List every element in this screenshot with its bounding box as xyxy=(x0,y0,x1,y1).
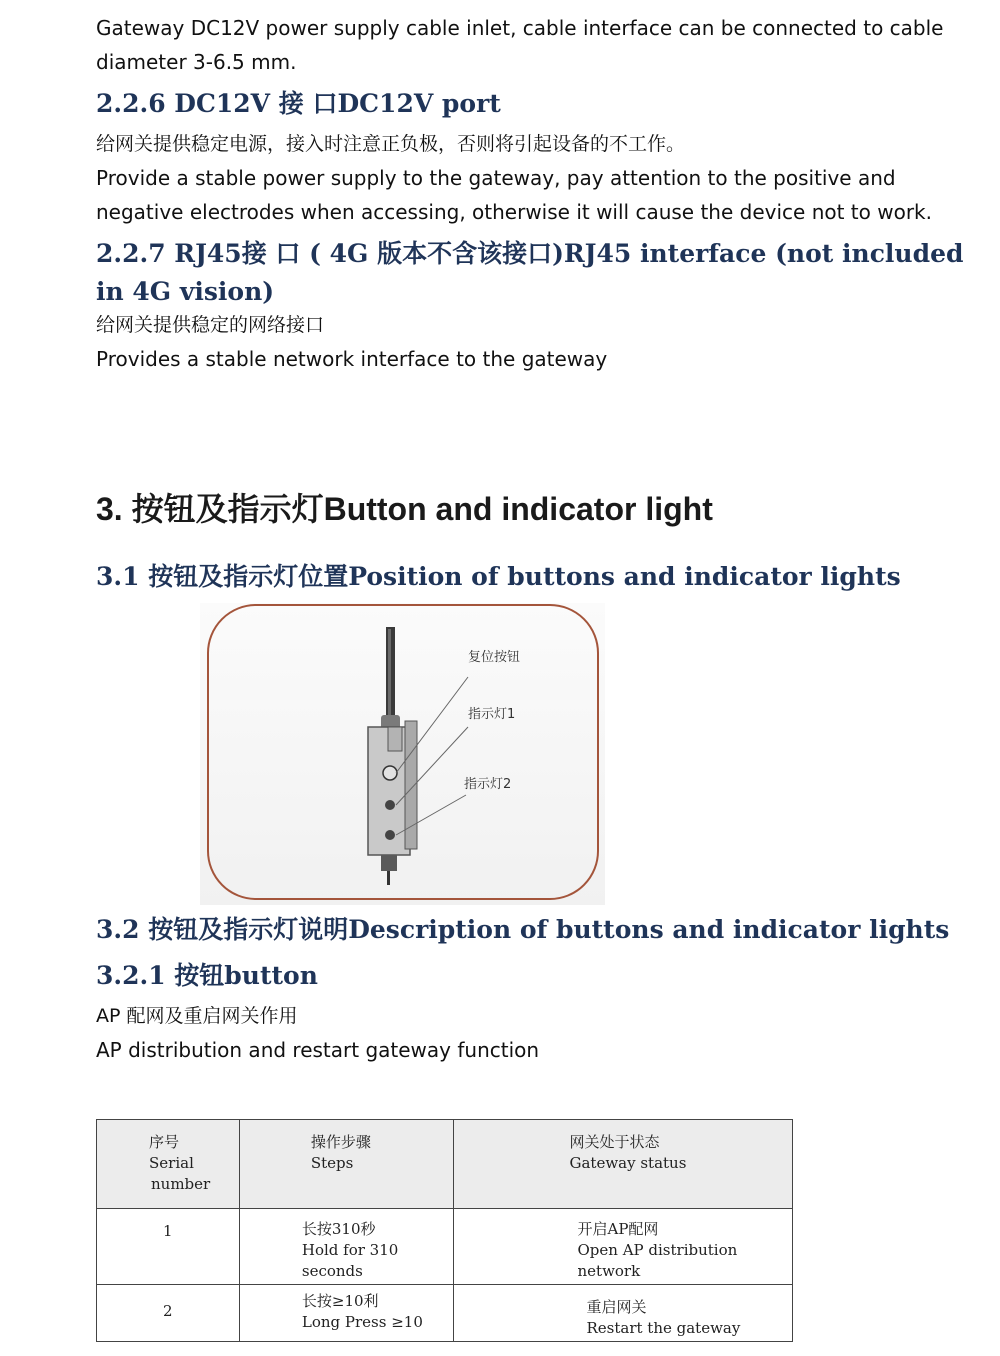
indicator-light-2 xyxy=(385,830,395,840)
dc12v-en-line-2: negative electrodes when accessing, otherwise it will cause the device not to work. xyxy=(96,200,932,224)
device-illustration xyxy=(200,603,605,905)
header-serial: 序号 Serial number xyxy=(97,1120,240,1209)
dc12v-cn-description: 给网关提供稳定电源，接入时注意正负极，否则将引起设备的不工作。 xyxy=(96,133,686,155)
table-row xyxy=(97,1209,793,1285)
heading-3-1: 3.1 按钮及指示灯位置Position of buttons and indicator lights xyxy=(96,562,901,591)
table-header-row xyxy=(97,1120,793,1209)
button-operation-table xyxy=(96,1119,793,1342)
heading-2-2-7-line-2: in 4G vision) xyxy=(96,277,275,306)
row-1-status: 开启AP配网 Open AP distribution network xyxy=(453,1209,793,1285)
row-2-steps: 长按≥10利 Long Press ≥10 xyxy=(239,1285,453,1342)
header-status: 网关处于状态 Gateway status xyxy=(453,1120,793,1209)
chapter-3-title: 3. 按钮及指示灯Button and indicator light xyxy=(96,491,713,527)
table-row xyxy=(97,1285,793,1342)
cable-gland xyxy=(381,855,397,871)
row-2-serial: 2 xyxy=(97,1285,240,1342)
reset-button xyxy=(383,766,397,780)
rj45-cn-description: 给网关提供稳定的网络接口 xyxy=(96,314,325,336)
intro-line-1: Gateway DC12V power supply cable inlet, cable interface can be connected to cable xyxy=(96,16,944,40)
label-indicator-1: 指示灯1 xyxy=(468,707,516,722)
heading-3-2-1: 3.2.1 按钮button xyxy=(96,961,318,990)
button-en-description: AP distribution and restart gateway function xyxy=(96,1038,540,1062)
rj45-en-description: Provides a stable network interface to the gateway xyxy=(96,347,608,371)
indicator-light-1 xyxy=(385,800,395,810)
heading-2-2-7-line-1: 2.2.7 RJ45接 口 ( 4G 版本不含该接口)RJ45 interface (not included xyxy=(96,239,964,268)
label-indicator-2: 指示灯2 xyxy=(464,777,512,792)
power-cable xyxy=(387,871,390,885)
intro-line-2: diameter 3-6.5 mm. xyxy=(96,50,297,74)
row-2-status: 重启网关 Restart the gateway xyxy=(453,1285,793,1342)
header-steps: 操作步骤 Steps xyxy=(239,1120,453,1209)
device-figure xyxy=(200,603,605,905)
row-1-steps: 长按310秒 Hold for 310 seconds xyxy=(239,1209,453,1285)
heading-2-2-6: 2.2.6 DC12V 接 口DC12V port xyxy=(96,89,501,118)
row-1-serial: 1 xyxy=(97,1209,240,1285)
heading-3-2: 3.2 按钮及指示灯说明Description of buttons and indicator lights xyxy=(96,915,950,944)
button-cn-description: AP 配网及重启网关作用 xyxy=(96,1005,298,1027)
dc12v-en-line-1: Provide a stable power supply to the gateway, pay attention to the positive and xyxy=(96,166,896,190)
label-reset-button: 复位按钮 xyxy=(468,650,521,665)
